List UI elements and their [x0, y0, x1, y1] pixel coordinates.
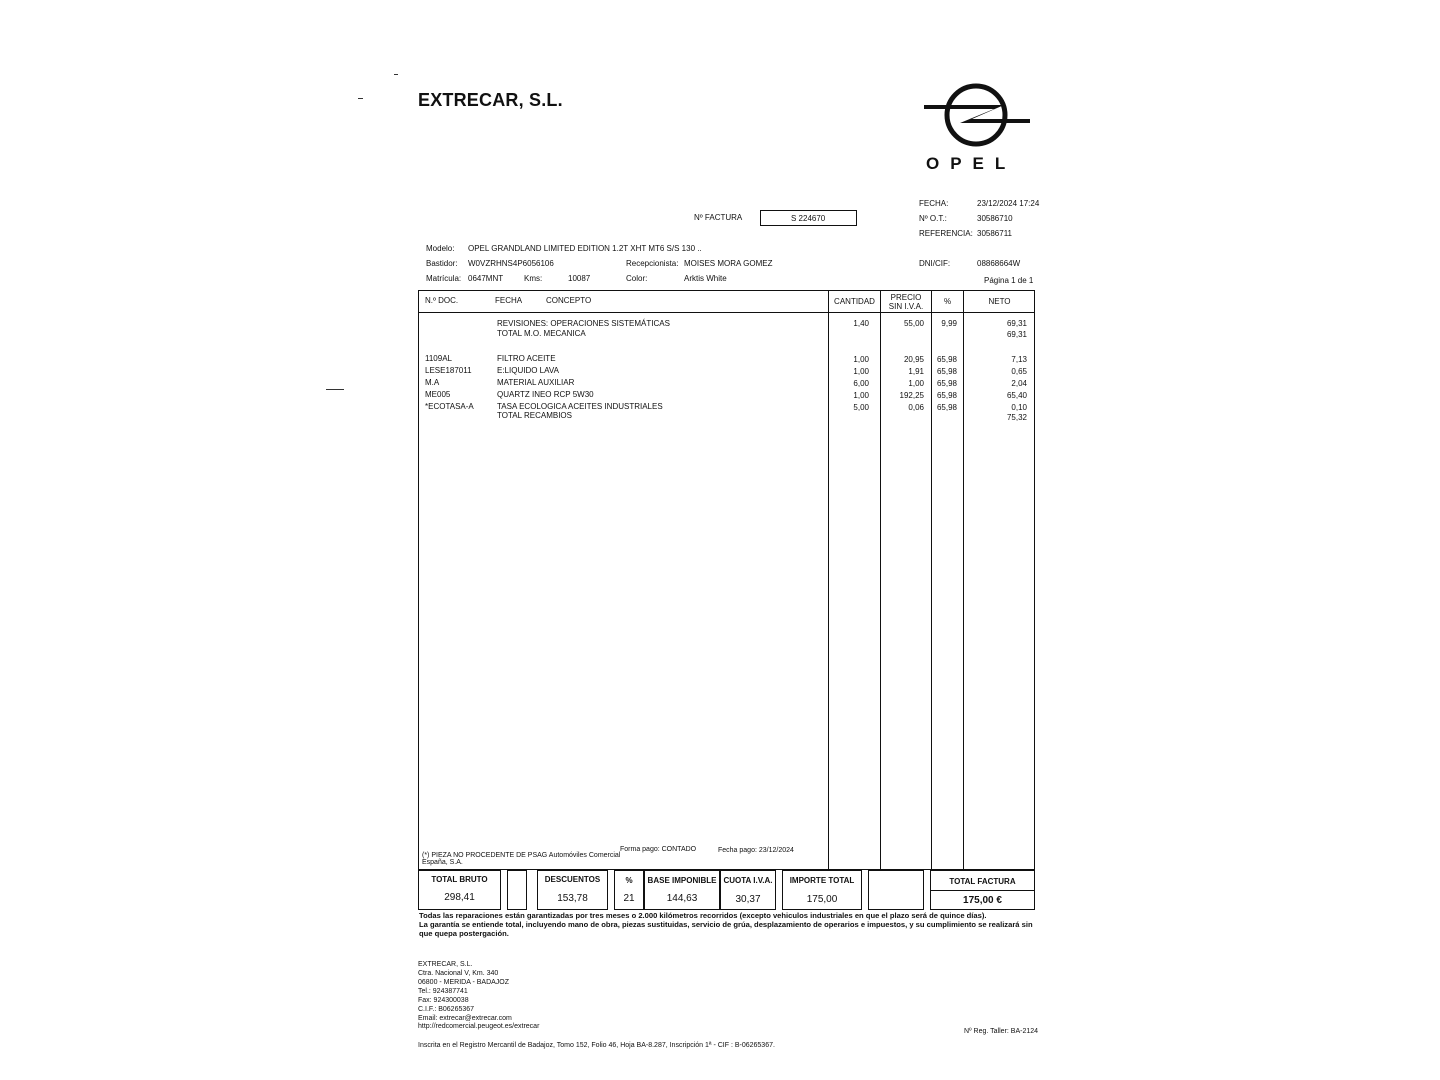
row-pct: 65,98	[936, 403, 957, 412]
row-cantidad: 1,00	[853, 355, 869, 364]
iva-pct-box	[614, 870, 644, 910]
importe-total-box	[782, 870, 862, 910]
row-neto: 7,13	[1011, 355, 1027, 364]
row-neto: 0,10	[1011, 403, 1027, 412]
row-concepto: FILTRO ACEITE	[497, 354, 556, 363]
col-divider-pct	[931, 290, 932, 870]
row-concepto: E:LIQUIDO LAVA	[497, 366, 559, 375]
row-cantidad: 5,00	[853, 403, 869, 412]
importe-total-label: IMPORTE TOTAL	[789, 876, 855, 885]
row-pct: 65,98	[936, 391, 957, 400]
row-concepto: TOTAL RECAMBIOS	[497, 411, 572, 420]
base-imponible-box	[644, 870, 720, 910]
opel-lightning-icon	[924, 80, 1032, 148]
row-cantidad: 6,00	[853, 379, 869, 388]
row-neto: 75,32	[1006, 413, 1027, 422]
dni-value: 08868664W	[977, 259, 1021, 268]
row-neto: 2,04	[1011, 379, 1027, 388]
fecha-pago: Fecha pago: 23/12/2024	[718, 847, 794, 854]
row-pct: 65,98	[936, 367, 957, 376]
row-precio: 1,91	[908, 367, 924, 376]
descuentos-value: 153,78	[557, 893, 588, 904]
row-doc: 1109AL	[425, 354, 452, 363]
header-sin-iva: SIN I.V.A.	[888, 302, 924, 311]
cuota-iva-box	[720, 870, 776, 910]
kms-label: Kms:	[524, 274, 543, 283]
scan-mark	[326, 389, 344, 390]
fecha-value: 23/12/2024 17:24	[977, 199, 1040, 208]
row-precio: 192,25	[899, 391, 924, 400]
row-precio: 20,95	[903, 355, 924, 364]
scan-mark	[394, 74, 398, 75]
total-bruto-label: TOTAL BRUTO	[431, 875, 488, 884]
header-doc: N.º DOC.	[425, 296, 459, 305]
row-neto: 69,31	[1006, 319, 1027, 328]
row-neto: 69,31	[1006, 330, 1027, 339]
total-factura-value: 175,00 €	[963, 895, 1002, 906]
forma-pago: Forma pago: CONTADO	[620, 846, 697, 853]
row-precio: 55,00	[903, 319, 924, 328]
row-doc: LESE187011	[425, 366, 472, 375]
matricula-label: Matrícula:	[426, 274, 462, 283]
taller-registro: Nº Reg. Taller: BA-2124	[964, 1028, 1039, 1035]
footer-line: Tel.: 924387741	[418, 988, 468, 995]
header-cantidad: CANTIDAD	[834, 297, 875, 306]
header-neto: NETO	[988, 297, 1011, 306]
legal-line-1: Todas las reparaciones están garantizadas por tres meses o 2.000 kilómetros recorridos (excepto vehiculos industriales en que el plazo será de quince días).	[419, 911, 987, 920]
col-divider-precio	[880, 290, 881, 870]
descuentos-box	[537, 870, 608, 910]
row-concepto: TASA ECOLOGICA ACEITES INDUSTRIALES	[497, 402, 663, 411]
footnote-pieza-2: España, S.A.	[422, 859, 463, 866]
iva-pct-label: %	[625, 876, 633, 885]
footer-line: Fax: 924300038	[418, 997, 469, 1004]
descuentos-label: DESCUENTOS	[544, 875, 601, 884]
matricula-value: 0647MNT	[468, 274, 504, 283]
row-doc: *ECOTASA-A	[425, 402, 474, 411]
row-pct: 65,98	[936, 379, 957, 388]
footer-line: 06800 - MERIDA - BADAJOZ	[418, 979, 510, 986]
row-precio: 1,00	[908, 379, 924, 388]
footer-line: http://redcomercial.peugeot.es/extrecar	[418, 1023, 540, 1030]
row-pct: 65,98	[936, 355, 957, 364]
factura-label: Nº FACTURA	[694, 213, 743, 222]
footer-line: Ctra. Nacional V, Km. 340	[418, 970, 499, 977]
footer-line: EXTRECAR, S.L.	[418, 961, 473, 968]
page-number: Página 1 de 1	[984, 276, 1034, 285]
legal-line-2: La garantía se entiende total, incluyendo mano de obra, piezas sustituidas, servicio de grúa, desplazamiento de operarios e impuestos, y su cumplimiento se realizará sin	[419, 920, 1033, 929]
registro-mercantil: Inscrita en el Registro Mercantil de Badajoz, Tomo 152, Folio 46, Hoja BA-8.287, Inscripción 1ª - CIF : B-06265367.	[418, 1042, 775, 1049]
total-factura-divider	[931, 890, 1034, 891]
row-cantidad: 1,00	[853, 391, 869, 400]
ot-label: Nº O.T.:	[919, 214, 947, 223]
company-name: EXTRECAR, S.L.	[418, 90, 563, 110]
blank-box-2	[868, 870, 924, 910]
col-divider-neto	[963, 290, 964, 870]
scan-mark	[358, 98, 363, 99]
total-factura-box	[930, 870, 1035, 910]
iva-pct-value: 21	[623, 893, 635, 904]
recepcionista-value: MOISES MORA GOMEZ	[684, 259, 773, 268]
row-precio: 0,06	[908, 403, 924, 412]
ot-value: 30586710	[977, 214, 1013, 223]
factura-value: S 224670	[791, 214, 826, 223]
row-pct: 9,99	[941, 319, 957, 328]
items-table	[418, 290, 1035, 870]
total-bruto-box	[418, 870, 501, 910]
dni-label: DNI/CIF:	[919, 259, 951, 268]
row-cantidad: 1,00	[853, 367, 869, 376]
row-concepto: MATERIAL AUXILIAR	[497, 378, 575, 387]
row-concepto: TOTAL M.O. MECANICA	[497, 329, 586, 338]
row-neto: 65,40	[1006, 391, 1027, 400]
footnote-pieza: (*) PIEZA NO PROCEDENTE DE PSAG Automóviles Comercial	[422, 852, 621, 859]
row-doc: M.A	[425, 378, 440, 387]
header-fecha: FECHA	[495, 296, 523, 305]
total-factura-label: TOTAL FACTURA	[949, 877, 1016, 886]
referencia-label: REFERENCIA:	[919, 229, 973, 238]
col-divider-cantidad	[828, 290, 829, 870]
legal-line-3: que quepa postergación.	[419, 929, 509, 938]
header-pct: %	[943, 297, 952, 306]
row-cantidad: 1,40	[853, 319, 869, 328]
header-concepto: CONCEPTO	[546, 296, 592, 305]
importe-total-value: 175,00	[806, 894, 838, 905]
referencia-value: 30586711	[977, 229, 1012, 238]
cuota-iva-value: 30,37	[735, 894, 761, 905]
kms-value: 10087	[568, 274, 591, 283]
footer-line: Email: extrecar@extrecar.com	[418, 1015, 512, 1022]
base-imponible-value: 144,63	[666, 893, 698, 904]
header-precio: PRECIO	[890, 293, 922, 302]
color-label: Color:	[626, 274, 648, 283]
cuota-iva-label: CUOTA I.V.A.	[723, 876, 773, 885]
bastidor-label: Bastidor:	[426, 259, 458, 268]
footer-line: C.I.F.: B06265367	[418, 1006, 475, 1013]
row-concepto: QUARTZ INEO RCP 5W30	[497, 390, 594, 399]
modelo-value: OPEL GRANDLAND LIMITED EDITION 1.2T XHT MT6 S/S 130 ..	[468, 244, 702, 253]
bastidor-value: W0VZRHNS4P6056106	[468, 259, 554, 268]
table-header-divider	[418, 312, 1035, 313]
row-neto: 0,65	[1011, 367, 1027, 376]
brand-logo-text: OPEL	[926, 154, 1017, 173]
row-doc: ME005	[425, 390, 451, 399]
row-concepto: REVISIONES: OPERACIONES SISTEMÁTICAS	[497, 319, 670, 328]
base-imponible-label: BASE IMPONIBLE	[647, 876, 717, 885]
color-value: Arktis White	[684, 274, 727, 283]
blank-box	[507, 870, 527, 910]
modelo-label: Modelo:	[426, 244, 455, 253]
total-bruto-value: 298,41	[444, 892, 475, 903]
recepcionista-label: Recepcionista:	[626, 259, 679, 268]
fecha-label: FECHA:	[919, 199, 949, 208]
